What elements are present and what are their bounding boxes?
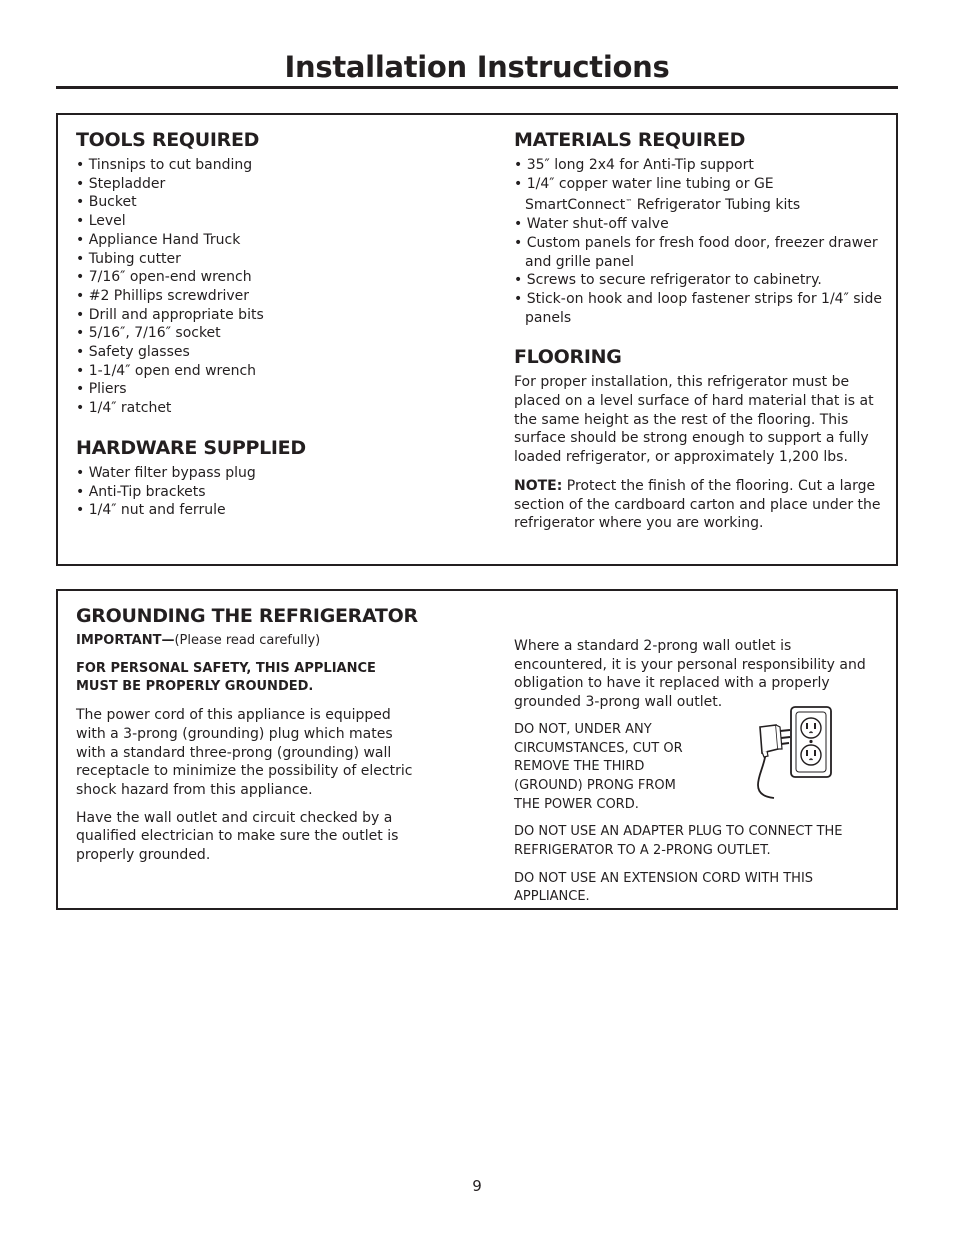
materials-item: • Custom panels for fresh food door, freezer drawer and grille panel — [514, 234, 878, 270]
note-label: NOTE: — [514, 477, 563, 494]
materials-item — [514, 175, 884, 215]
tools-item: • #2 Phillips screwdriver — [76, 287, 249, 304]
adapter-warning: DO NOT USE AN ADAPTER PLUG TO CONNECT THE REFRIGERATOR TO A 2-PRONG OUTLET. — [514, 824, 843, 859]
grounding-heading: GROUNDING THE REFRIGERATOR — [76, 605, 418, 627]
materials-heading: MATERIALS REQUIRED — [514, 129, 746, 151]
hardware-item: • Water filter bypass plug — [76, 464, 256, 481]
hardware-item: • 1/4″ nut and ferrule — [76, 502, 226, 519]
materials-column — [514, 129, 884, 533]
materials-item: • 35″ long 2x4 for Anti-Tip support — [514, 157, 754, 173]
tools-item: • Drill and appropriate bits — [76, 306, 264, 323]
grounding-left-column — [76, 605, 421, 865]
tools-item: • Tinsnips to cut banding — [76, 157, 253, 173]
tools-item: • 1-1/4″ open end wrench — [76, 362, 257, 379]
page-number: 9 — [472, 1177, 482, 1195]
hardware-item: • Anti-Tip brackets — [76, 483, 206, 500]
tools-item: • 7/16″ open-end wrench — [76, 269, 252, 286]
tools-item: • Tubing cutter — [76, 250, 181, 267]
flooring-note — [514, 477, 884, 533]
hardware-list — [76, 464, 476, 520]
hardware-heading: HARDWARE SUPPLIED — [76, 436, 306, 459]
tools-item: • 1/4″ ratchet — [76, 400, 172, 417]
power-cord-paragraph: The power cord of this appliance is equipped with a 3-prong (grounding) plug which mates with a standard three-prong (grounding) wall receptacle to minimize the possibility of electric shock hazard from this appliance. — [76, 707, 413, 798]
safety-warning: FOR PERSONAL SAFETY, THIS APPLIANCE MUST BE PROPERLY GROUNDED. — [76, 660, 376, 695]
tools-item: • Appliance Hand Truck — [76, 231, 241, 248]
important-label: IMPORTANT— — [76, 633, 175, 648]
page-title: Installation Instructions — [284, 50, 670, 84]
materials-item-text: Refrigerator Tubing kits — [632, 197, 801, 214]
important-text: (Please read carefully) — [174, 633, 321, 648]
tools-item: • 5/16″, 7/16″ socket — [76, 325, 221, 342]
grounded-plug-outlet-illustration — [746, 705, 836, 801]
materials-item-text: • 1/4″ copper water line tubing or GE SmartConnect — [514, 175, 774, 214]
extension-warning: DO NOT USE AN EXTENSION CORD WITH THIS APPLIANCE. — [514, 870, 814, 905]
materials-list — [514, 156, 884, 327]
tools-item: • Level — [76, 213, 126, 230]
title-rule — [56, 86, 898, 89]
tools-column — [76, 129, 476, 520]
prong-warning: DO NOT, UNDER ANY CIRCUMSTANCES, CUT OR REMOVE THE THIRD (GROUND) PRONG FROM THE POWER CORD. — [514, 721, 683, 812]
tools-item: • Pliers — [76, 381, 127, 398]
tools-heading: TOOLS REQUIRED — [76, 129, 260, 151]
important-line — [76, 632, 421, 651]
tools-list — [76, 156, 476, 418]
tools-item: • Stepladder — [76, 175, 166, 192]
tools-item: • Bucket — [76, 194, 137, 211]
note-text: Protect the finish of the flooring. Cut a large section of the cardboard carton and place under the refrigerator where you are working. — [514, 477, 881, 532]
outlet-paragraph: Where a standard 2-prong wall outlet is encountered, it is your personal responsibility and obligation to have it replaced with a properly grounded 3-prong wall outlet. — [514, 638, 866, 711]
requirements-box — [56, 113, 898, 566]
materials-item: • Water shut-off valve — [514, 216, 669, 233]
flooring-heading: FLOORING — [514, 346, 622, 369]
outlet-check-paragraph: Have the wall outlet and circuit checked by a qualified electrician to make sure the outlet is properly grounded. — [76, 809, 399, 864]
trademark-mark: ™ — [625, 198, 633, 207]
flooring-paragraph: For proper installation, this refrigerator must be placed on a level surface of hard material that is at the same height as the rest of the flooring. This surface should be strong enough to support a fully loaded refrigerator, or approximately 1,200 lbs. — [514, 374, 874, 466]
materials-item: • Screws to secure refrigerator to cabinetry. — [514, 272, 822, 289]
grounding-box — [56, 589, 898, 910]
materials-item: • Stick-on hook and loop fastener strips for 1/4″ side panels — [514, 290, 882, 326]
tools-item: • Safety glasses — [76, 344, 190, 361]
